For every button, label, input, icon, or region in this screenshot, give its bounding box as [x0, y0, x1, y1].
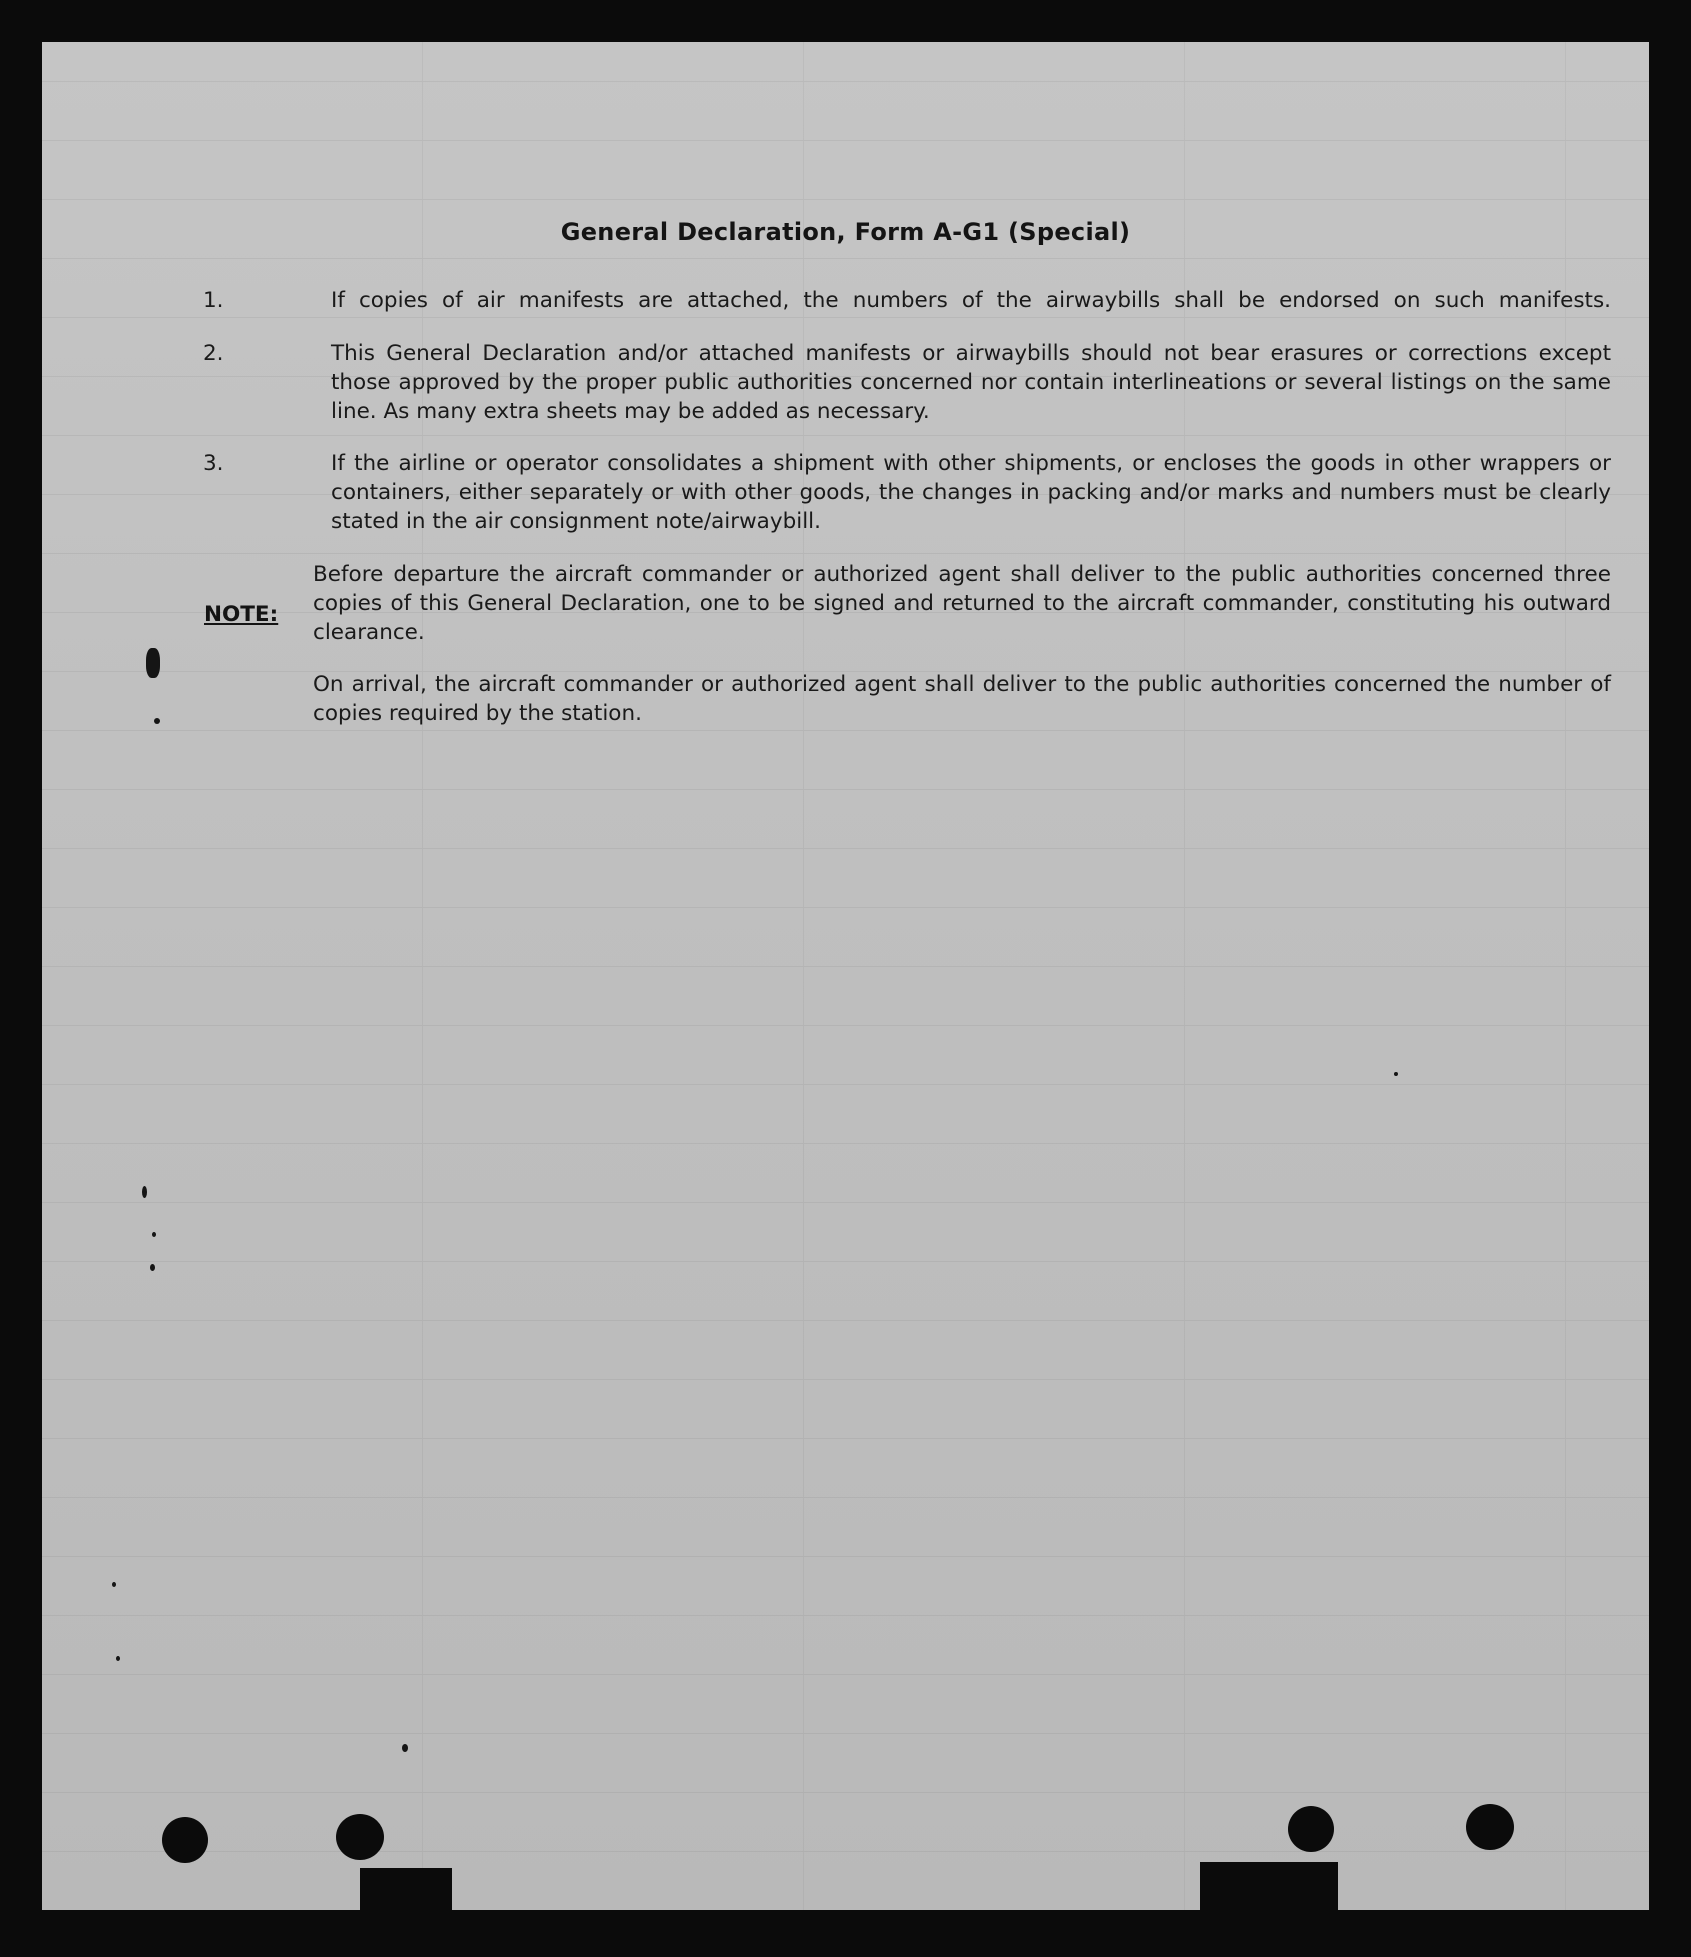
ink-speck: [112, 1582, 116, 1587]
item-text: This General Declaration and/or attached manifests or airwaybills should not bear erasures or corrections except those approved by the proper public authorities concerned nor contain interlineations or several listings on the same line. As many extra sheets may be added as necessary.: [331, 341, 1611, 424]
note-paragraph-2: On arrival, the aircraft commander or authorized agent shall deliver to the public authorities concerned the number of copies required by the station.: [313, 672, 1611, 726]
punch-hole: [162, 1817, 208, 1863]
item-number: 2.: [203, 341, 224, 366]
item-number: 1.: [203, 288, 224, 313]
document-title: General Declaration, Form A-G1 (Special): [560, 218, 1131, 246]
binding-tab: [360, 1868, 452, 1916]
note-label: NOTE:: [204, 602, 279, 627]
ink-speck: [150, 1264, 155, 1271]
ink-speck: [116, 1656, 120, 1661]
item-text: If the airline or operator consolidates a shipment with other shipments, or encloses the goods in other wrappers or containers, either separately or with other goods, the changes in packing and/or marks and numbers must be clearly stated in the air consignment note/airwaybill.: [331, 451, 1611, 534]
item-number: 3.: [203, 451, 224, 476]
ink-speck: [1394, 1072, 1398, 1076]
ink-speck: [154, 718, 160, 724]
bleed-through-texture: [42, 42, 1649, 1910]
ink-speck: [142, 1186, 147, 1198]
binding-tab: [1200, 1862, 1338, 1916]
ink-speck: [146, 648, 160, 678]
punch-hole: [1466, 1804, 1514, 1850]
ink-speck: [402, 1744, 408, 1752]
note-paragraph-1: Before departure the aircraft commander or authorized agent shall deliver to the public authorities concerned three copies of this General Declaration, one to be signed and returned to the aircraft commander, constituting his outward clearance.: [313, 562, 1611, 645]
item-text: If copies of air manifests are attached, the numbers of the airwaybills shall be endorsed on such manifests.: [331, 288, 1611, 313]
document-page: [42, 42, 1649, 1910]
punch-hole: [1288, 1806, 1334, 1852]
ink-speck: [152, 1232, 156, 1237]
punch-hole: [336, 1814, 384, 1860]
